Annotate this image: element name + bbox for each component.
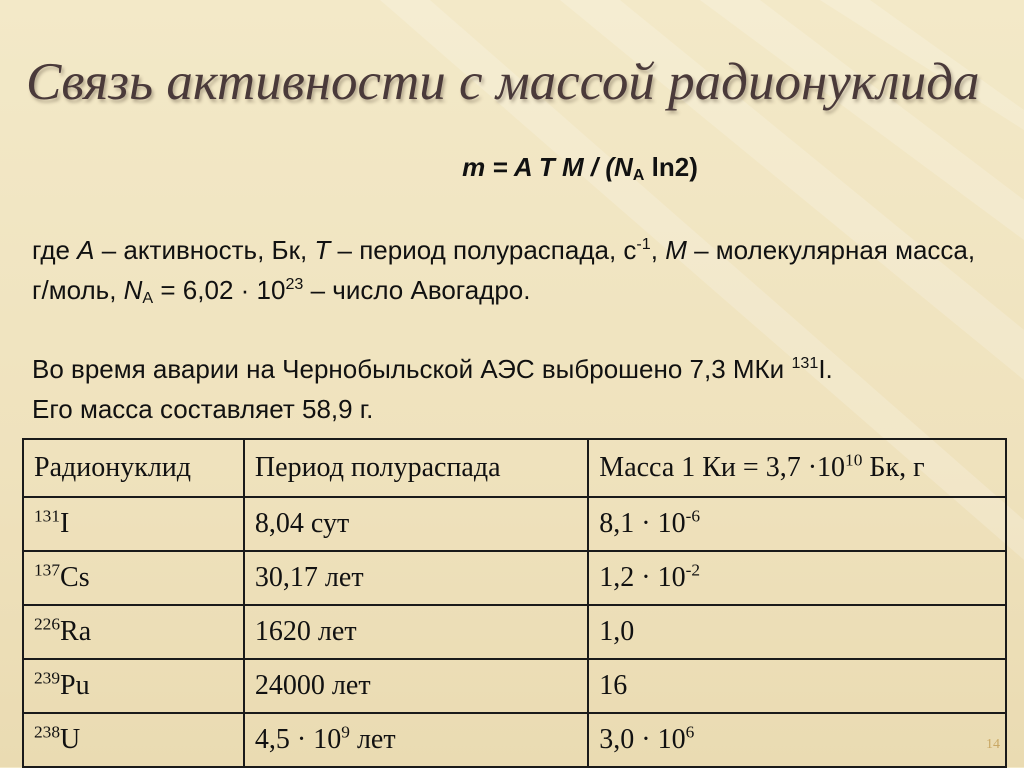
chernobyl-isotope-mass: 131 <box>791 354 819 373</box>
header-mass-prefix: Масса 1 Ки = 3,7 ·10 <box>599 452 846 483</box>
formula-main: m = A T M / (N <box>462 152 633 182</box>
definition-n: = 6,02 · 10 <box>153 275 286 305</box>
slide-title: Связь активности с массой радионуклида <box>26 53 980 111</box>
mass-exponent: -6 <box>685 506 701 526</box>
element-symbol: Pu <box>60 670 90 701</box>
header-half-life: Период полураспада <box>244 439 588 497</box>
element-symbol: Ra <box>60 616 92 647</box>
half-life-cell <box>244 659 588 713</box>
chernobyl-paragraph <box>32 349 992 429</box>
symbol-n: N <box>123 275 143 305</box>
definitions-comma: , <box>650 235 666 265</box>
half-life-value: 1620 лет <box>254 616 357 647</box>
nuclide-cell <box>23 659 244 713</box>
table-body <box>23 497 1006 767</box>
table-row <box>23 659 1006 713</box>
header-mass-suffix: Бк, г <box>862 452 925 483</box>
table-row <box>23 497 1006 551</box>
formula-suffix: ln2) <box>644 152 698 182</box>
page-number: 14 <box>986 737 1000 752</box>
half-life-cell <box>244 497 588 551</box>
mass-cell <box>588 551 1006 605</box>
nuclide-cell <box>23 551 244 605</box>
chernobyl-line1: Во время аварии на Чернобыльской АЭС выброшено 7,3 МКи <box>32 354 792 384</box>
mass-number: 131 <box>34 506 61 526</box>
mass-number: 238 <box>34 722 61 742</box>
formula <box>0 147 1024 187</box>
half-life-cell <box>244 551 588 605</box>
half-life-cell <box>244 605 588 659</box>
header-nuclide: Радионуклид <box>23 439 244 497</box>
mass-exponent: 6 <box>685 722 695 742</box>
mass-exponent: -2 <box>685 560 701 580</box>
table-header-row <box>23 439 1006 497</box>
half-life-value: 30,17 лет <box>254 562 364 593</box>
half-life-value: 8,04 сут <box>254 508 350 539</box>
header-mass-exponent: 10 <box>845 450 863 470</box>
mass-value: 1,2 · 10 <box>599 562 686 593</box>
symbol-m: M <box>665 235 687 265</box>
chernobyl-isotope-symbol: I. <box>818 354 833 384</box>
radionuclide-table <box>22 438 1007 768</box>
half-life-cell <box>244 713 588 767</box>
definitions-paragraph <box>32 230 992 310</box>
symbol-n-subscript: A <box>142 289 154 308</box>
half-life-value: 24000 лет <box>254 670 371 701</box>
mass-value: 8,1 · 10 <box>599 508 686 539</box>
mass-value: 16 <box>599 670 628 701</box>
formula-subscript: A <box>632 166 645 185</box>
half-life-unit: лет <box>349 724 396 755</box>
mass-cell <box>588 659 1006 713</box>
chernobyl-line2: Его масса составляет 58,9 г. <box>32 394 374 424</box>
definition-t-exponent: -1 <box>636 235 651 254</box>
mass-cell <box>588 713 1006 767</box>
definitions-where: где <box>32 235 78 265</box>
mass-cell <box>588 605 1006 659</box>
element-symbol: I <box>60 508 70 539</box>
table-row <box>23 713 1006 767</box>
nuclide-cell <box>23 605 244 659</box>
table-row <box>23 551 1006 605</box>
half-life-value: 4,5 · 10 <box>254 724 342 755</box>
symbol-a: A <box>77 235 95 265</box>
nuclide-cell <box>23 713 244 767</box>
half-life-exponent: 9 <box>341 722 350 742</box>
symbol-t: T <box>314 235 331 265</box>
header-mass <box>588 439 1006 497</box>
definition-a: – активность, Бк, <box>94 235 315 265</box>
table-row <box>23 605 1006 659</box>
definition-avogadro: – число Авогадро. <box>303 275 531 305</box>
mass-value: 3,0 · 10 <box>599 724 686 755</box>
element-symbol: Cs <box>60 562 90 593</box>
nuclide-cell <box>23 497 244 551</box>
mass-number: 137 <box>34 560 61 580</box>
element-symbol: U <box>60 724 81 755</box>
mass-number: 226 <box>34 614 61 634</box>
mass-number: 239 <box>34 668 61 688</box>
definition-t: – период полураспада, с <box>330 235 637 265</box>
mass-value: 1,0 <box>599 616 635 647</box>
definition-n-exponent: 23 <box>285 275 304 294</box>
definition-m: – молекулярная масса, г/моль, <box>32 235 976 305</box>
mass-cell <box>588 497 1006 551</box>
